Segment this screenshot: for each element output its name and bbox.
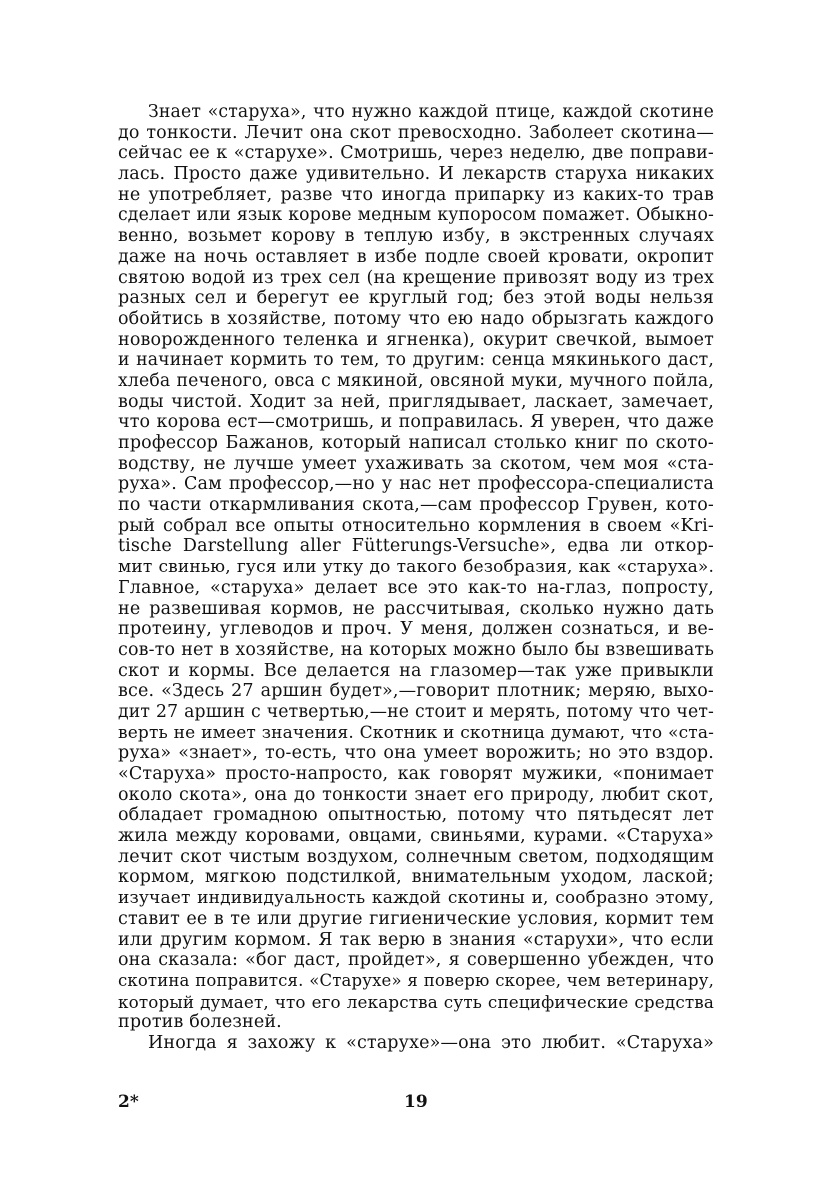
text-line: сов-то нет в хозяйстве, на которых можно было бы взвешивать xyxy=(118,639,714,660)
text-line: против болезней. xyxy=(118,1012,282,1033)
text-line: tische Darstellung aller Fütterungs-Versuche», едва ли откор- xyxy=(118,536,714,557)
text-line: руха». Сам профессор,—но у нас нет профессора-специалиста xyxy=(118,474,714,495)
text-line: кормом, мягкою подстилкой, внимательным уходом, лаской; xyxy=(118,867,714,888)
text-line: или другим кормом. Я так верю в знания «старухи», что если xyxy=(118,929,714,950)
text-line: святою водой из трех сел (на крещение привозят воду из трех xyxy=(118,267,714,288)
text-line: хлеба печеного, овса с мякиной, овсяной муки, мучного пойла, xyxy=(118,370,714,391)
text-line: водству, не лучше умеет ухаживать за скотом, чем моя «ста- xyxy=(118,453,714,474)
text-line: воды чистой. Ходит за ней, приглядывает, ласкает, замечает, xyxy=(118,391,714,412)
text-line: и начинает кормить то тем, то другим: сенца мякинького даст, xyxy=(118,350,714,371)
text-line: сделает или язык корове медным купоросом помажет. Обыкно- xyxy=(118,205,714,226)
text-line: Главное, «старуха» делает все это как-то на-глаз, попросту, xyxy=(118,577,714,598)
text-line: до тонкости. Лечит она скот превосходно. Заболеет скотина— xyxy=(118,122,714,143)
text-line: руха» «знает», то-есть, что она умеет ворожить; но это вздор. xyxy=(118,743,714,764)
text-line: изучает индивидуальность каждой скотины и, сообразно этому, xyxy=(118,888,714,909)
page-footer xyxy=(118,1092,714,1114)
text-line: все. «Здесь 27 аршин будет»,—говорит плотник; меряю, выхо- xyxy=(118,681,714,702)
text-line: скотина поправится. «Старухе» я поверю скорее, чем ветеринару, xyxy=(118,970,714,990)
text-line: который думает, что его лекарства суть специфические средства xyxy=(118,991,714,1012)
text-line: Знает «старуха», что нужно каждой птице, каждой скотине xyxy=(148,102,714,122)
text-line: «Старуха» просто-напросто, как говорят мужики, «понимает xyxy=(118,764,714,784)
text-line: даже на ночь оставляет в избе подле своей кровати, окропит xyxy=(118,246,714,267)
text-line: Иногда я захожу к «старухе»—она это любит. «Старуха» xyxy=(148,1032,714,1053)
text-line: обладает громадною опытностью, потому что пятьдесят лет xyxy=(118,805,714,826)
text-line: она сказала: «бог даст, пройдет», я совершенно убежден, что xyxy=(118,950,714,971)
text-line: лечит скот чистым воздухом, солнечным светом, подходящим xyxy=(118,846,714,867)
text-line: обойтись в хозяйстве, потому что ею надо обрызгать каждого xyxy=(118,308,714,329)
text-line: мит свинью, гуся или утку до такого безобразия, как «старуха». xyxy=(118,557,714,578)
text-line: не употребляет, разве что иногда припарку из каких-то трав xyxy=(118,184,714,205)
text-line: около скота», она до тонкости знает его природу, любит скот, xyxy=(118,784,714,805)
text-line: профессор Бажанов, который написал столько книг по ското- xyxy=(118,433,714,453)
signature-mark: 2* xyxy=(118,1092,139,1112)
page-number: 19 xyxy=(404,1092,428,1112)
text-line: новорожденного теленка и ягненка), окурит свечкой, вымоет xyxy=(118,329,714,350)
text-line: что корова ест—смотришь, и поправилась. Я уверен, что даже xyxy=(118,412,714,433)
body-text xyxy=(118,102,714,1054)
text-line: дит 27 аршин с четвертью,—не стоит и мерять, потому что чет- xyxy=(118,701,714,722)
text-line: разных сел и берегут ее круглый год; без этой воды нельзя xyxy=(118,288,714,309)
text-line: по части откармливания скота,—сам профессор Грувен, кото- xyxy=(118,495,714,516)
text-line: жила между коровами, овцами, свиньями, курами. «Старуха» xyxy=(118,826,714,847)
text-line: рый собрал все опыты относительно кормления в своем «Kri- xyxy=(118,515,714,536)
text-line: не развешивая кормов, не рассчитывая, сколько нужно дать xyxy=(118,598,714,619)
text-line: ставит ее в те или другие гигиенические условия, кормит тем xyxy=(118,908,714,929)
text-line: верть не имеет значения. Скотник и скотница думают, что «ста- xyxy=(118,722,714,743)
text-line: лась. Просто даже удивительно. И лекарств старуха никаких xyxy=(118,164,714,185)
text-line: венно, возьмет корову в теплую избу, в экстренных случаях xyxy=(118,226,714,247)
text-line: скот и кормы. Все делается на глазомер—так уже привыкли xyxy=(118,660,714,681)
text-line: протеину, углеводов и проч. У меня, должен сознаться, и ве- xyxy=(118,619,714,640)
text-line: сейчас ее к «старухе». Смотришь, через неделю, две поправи- xyxy=(118,143,714,164)
